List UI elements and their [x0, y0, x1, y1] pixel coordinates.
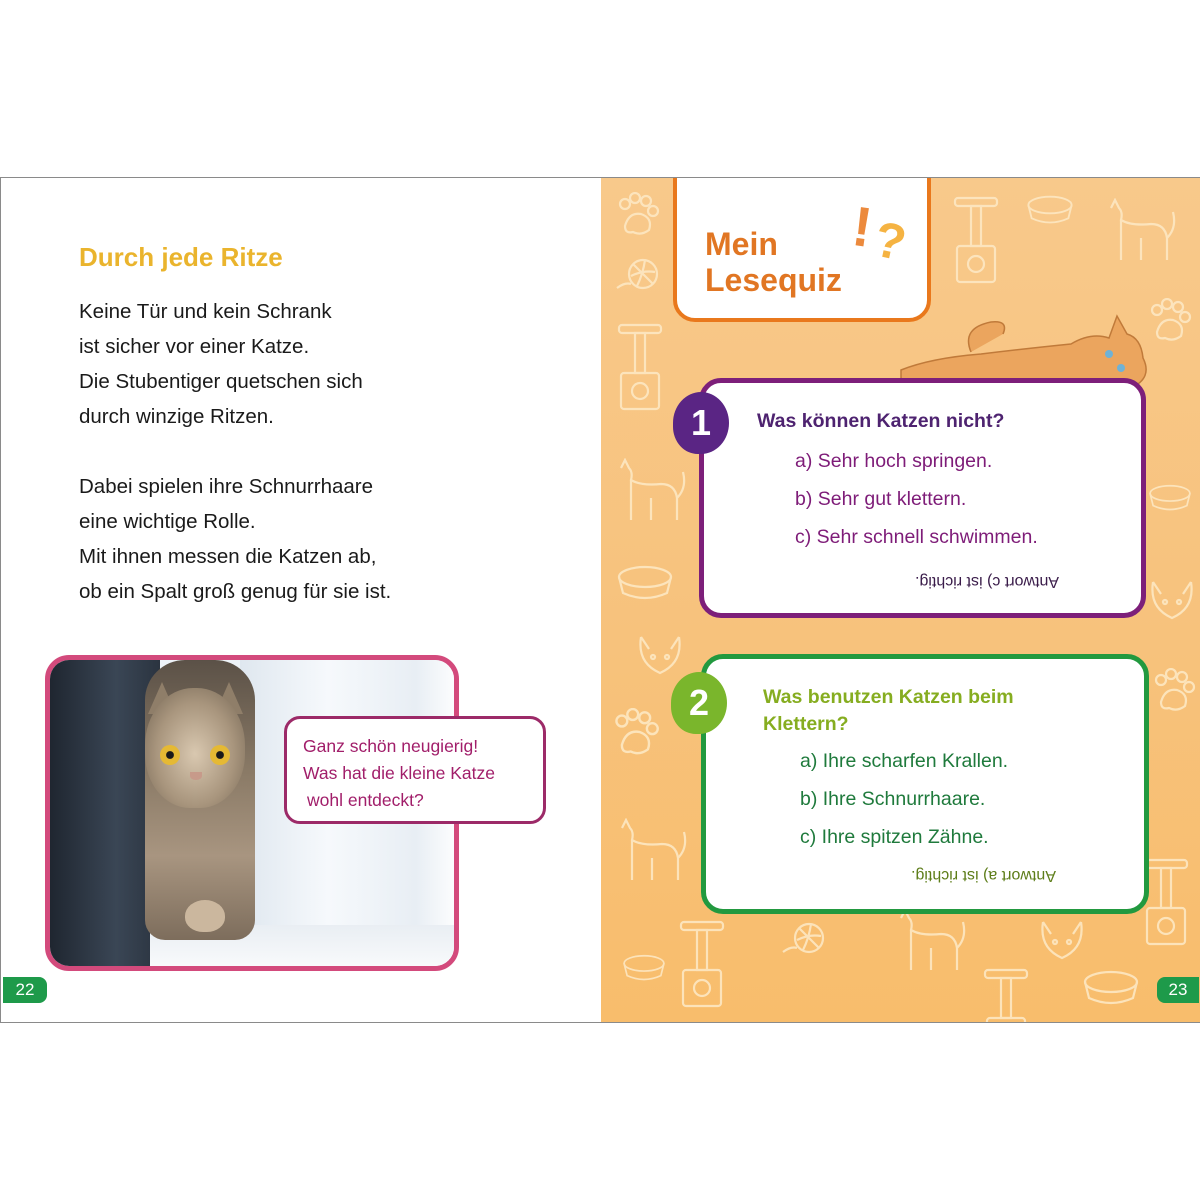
scratching-post-icon	[981, 968, 1031, 1022]
question-number-badge: 1	[673, 392, 729, 454]
page-title: Durch jede Ritze	[79, 242, 283, 272]
quiz-title-line: Lesequiz	[705, 262, 842, 298]
text-line: ist sicher vor einer Katze.	[79, 335, 310, 358]
cat-face-icon	[1037, 918, 1087, 962]
cat-eye	[160, 745, 180, 765]
paw-icon	[611, 708, 661, 758]
answer-option: a) Ihre scharfen Krallen.	[800, 750, 1009, 772]
upside-down-solution: Antwort c) ist richtig.	[915, 573, 1060, 590]
answer-option: b) Ihre Schnurrhaare.	[800, 788, 986, 810]
answer-option: a) Sehr hoch springen.	[795, 450, 993, 472]
cat-face-icon	[1147, 578, 1197, 622]
question-text: Was benutzen Katzen beim Klettern?	[763, 686, 1014, 735]
quiz-title	[705, 226, 842, 298]
yarn-ball-icon	[781, 918, 827, 958]
speech-bubble	[284, 716, 546, 824]
bowl-icon	[1147, 478, 1193, 518]
cat-outline-icon	[607, 818, 697, 888]
exclamation-icon: !	[848, 194, 876, 259]
text-line: Mit ihnen messen die Katzen ab,	[79, 545, 377, 568]
answer-list	[800, 742, 1008, 856]
paw-icon	[615, 192, 661, 238]
bubble-line: Was hat die kleine Katze	[303, 763, 495, 783]
answer-option: c) Sehr schnell schwimmen.	[795, 526, 1038, 548]
page-number-right: 23	[1157, 977, 1199, 1003]
text-line: eine wichtige Rolle.	[79, 510, 256, 533]
text-line: Dabei spielen ihre Schnurrhaare	[79, 475, 374, 498]
quiz-title-line: Mein	[705, 226, 778, 262]
cat-outline-icon	[891, 908, 971, 978]
cat-outline-icon	[611, 458, 691, 528]
cat-head	[145, 688, 245, 808]
paw-icon	[1151, 668, 1197, 714]
cat-outline-icon	[1101, 198, 1181, 268]
scratching-post-icon	[615, 323, 665, 413]
cat-eye	[210, 745, 230, 765]
page-number-left: 22	[3, 977, 47, 1003]
cat-nose	[190, 772, 202, 780]
bowl-icon	[621, 948, 667, 988]
question-mark-icon: ?	[869, 210, 912, 272]
cat-paw	[185, 900, 225, 932]
left-page	[1, 178, 601, 1022]
quiz-header	[673, 178, 931, 322]
bowl-icon	[615, 563, 675, 603]
bowl-icon	[1081, 968, 1141, 1008]
bubble-line: wohl entdeckt?	[307, 790, 424, 810]
bubble-line: Ganz schön neugierig!	[303, 736, 479, 756]
text-line: ob ein Spalt groß genug für sie ist.	[79, 580, 392, 603]
yarn-ball-icon	[615, 254, 661, 294]
paragraph-2	[79, 469, 391, 609]
photo-dark-frame	[50, 660, 160, 966]
text-line: durch winzige Ritzen.	[79, 405, 274, 428]
bowl-icon	[1025, 192, 1075, 228]
scratching-post-icon	[677, 920, 727, 1010]
answer-list	[795, 442, 1038, 556]
right-page	[601, 178, 1200, 1022]
question-number-badge: 2	[671, 672, 727, 734]
answer-option: c) Ihre spitzen Zähne.	[800, 826, 989, 848]
question-text: Was können Katzen nicht?	[757, 410, 1005, 432]
answer-option: b) Sehr gut klettern.	[795, 488, 967, 510]
paragraph-1	[79, 294, 363, 434]
text-line: Keine Tür und kein Schrank	[79, 300, 332, 323]
paw-icon	[1147, 298, 1193, 344]
text-line: Die Stubentiger quetschen sich	[79, 370, 363, 393]
cat-face-icon	[635, 633, 685, 677]
scratching-post-icon	[951, 196, 1001, 286]
book-spread	[0, 177, 1200, 1023]
upside-down-solution: Antwort a) ist richtig.	[911, 867, 1056, 884]
